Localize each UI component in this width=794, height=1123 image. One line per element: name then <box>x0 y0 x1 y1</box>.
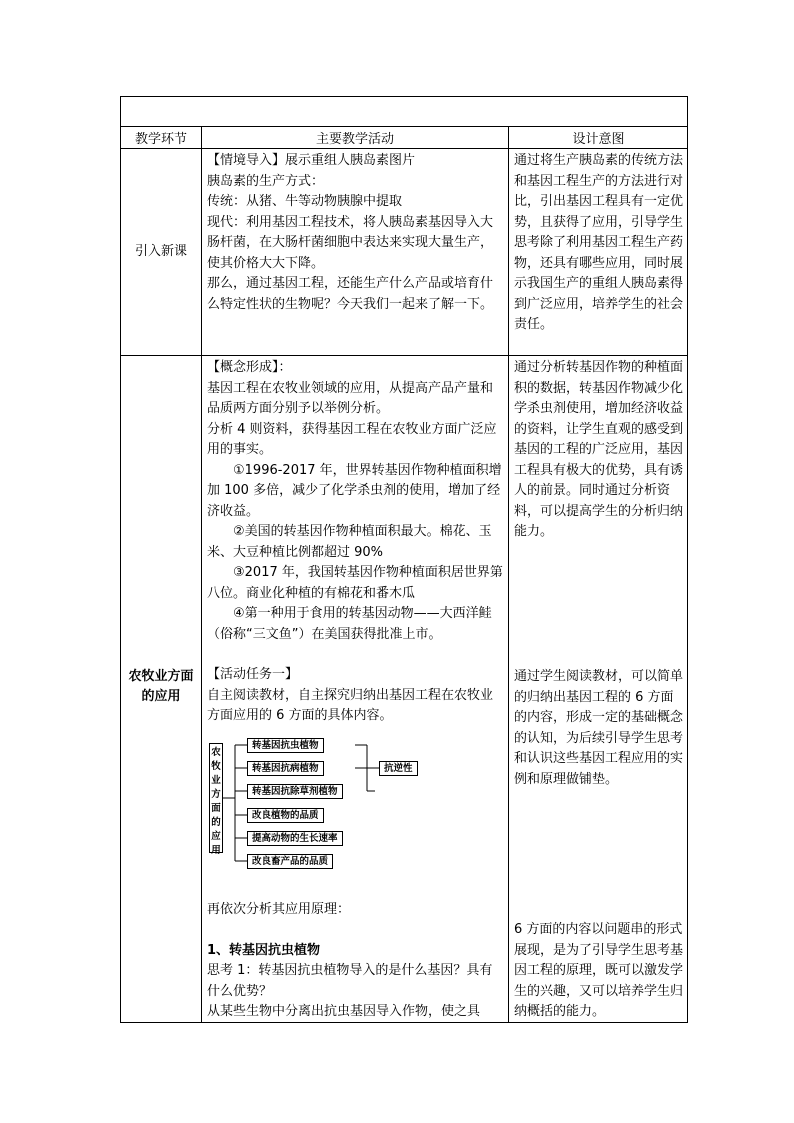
intent-reading: 通过学生阅读教材，可以简单的归纳出基因工程的 6 方面的内容，形成一定的基础概念的认知，为后续引导学生思考和认识这些基因工程应用的实例和原理做铺垫。 <box>514 669 684 787</box>
header-bottom-rule <box>121 148 687 149</box>
agriculture-activity <box>207 358 503 727</box>
lesson-plan-table <box>120 96 688 1023</box>
diagram-item: 提高动物的生长速率 <box>247 831 343 846</box>
col-divider-2 <box>508 126 509 1023</box>
col-divider-1 <box>201 126 202 1023</box>
concept-line: 分析 4 则资料，获得基因工程在农牧业方面广泛应用的事实。 <box>207 421 497 457</box>
diagram-item: 转基因抗虫植物 <box>247 738 324 753</box>
header-intent: 设计意图 <box>572 131 625 147</box>
header-activity: 主要教学活动 <box>315 131 394 147</box>
material-item: ④第一种用于食用的转基因动物——大西洋鲑（俗称“三文鱼”）在美国获得批准上市。 <box>207 606 492 642</box>
task-title: 【活动任务一】 <box>207 667 299 682</box>
material-item: ③2017 年，我国转基因作物种植面积居世界第八位。商业化种植的有棉花和番木瓜 <box>207 565 503 601</box>
intro-line: 【情境导入】展示重组人胰岛素图片 <box>207 153 416 168</box>
concept-title: 【概念形成】： <box>207 360 292 375</box>
row-divider <box>121 355 687 356</box>
header-stage: 教学环节 <box>134 131 187 147</box>
task-text: 自主阅读教材，自主探究归纳出基因工程在农牧业方面应用的 6 方面的具体内容。 <box>207 687 494 723</box>
material-item: ①1996-2017 年，世界转基因作物种植面积增加 100 多倍，减少了化学杀虫剂的使用，增加了经济收益。 <box>207 462 502 519</box>
diagram-connectors <box>209 733 429 873</box>
diagram-group-label: 抗逆性 <box>379 761 418 776</box>
question-1: 思考 1：转基因抗虫植物导入的是什么基因？具有什么优势？ <box>207 963 493 999</box>
intro-activity <box>207 151 503 315</box>
stage-agriculture: 农牧业方面的应用 <box>128 669 194 704</box>
stage-intro: 引入新课 <box>134 244 187 259</box>
intro-intent: 通过将生产胰岛素的传统方法和基因工程生产的方法进行对比，引出基因工程具有一定优势，且获得了应用，引导学生思考除了利用基因工程生产药物，还具有哪些应用，同时展示我国生产的重组人胰岛素得到广泛应用，培养学生的社会责任。 <box>514 153 684 332</box>
material-item: ②美国的转基因作物种植面积最大。棉花、玉米、大豆种植比例都超过 90% <box>207 524 492 560</box>
application-diagram <box>209 733 429 873</box>
intent-materials: 通过分析转基因作物的种植面积的数据，转基因作物减少化学杀虫剂使用，增加经济收益的资料，让学生直观的感受到基因的工程的广泛应用，基因工程具有极大的优势，具有诱人的前景。同时通过分析资料，可以提高学生的分析归纳能力。 <box>514 360 684 539</box>
diagram-item: 改良畜产品的品质 <box>247 854 333 869</box>
intent-questions: 6 方面的内容以问题串的形式展现，是为了引导学生思考基因工程的原理，既可以激发学生的兴趣，又可以培养学生归纳概括的能力。 <box>514 922 684 1019</box>
intro-line: 胰岛素的生产方式： <box>207 173 325 189</box>
concept-line: 基因工程在农牧业领域的应用，从提高产品产量和品质两方面分别予以举例分析。 <box>207 380 494 416</box>
answer-1: 从某些生物中分离出抗虫基因导入作物，使之具 <box>207 1004 481 1019</box>
diagram-item: 转基因抗病植物 <box>247 761 324 776</box>
intro-line: 现代：利用基因工程技术，将人胰岛素基因导入大肠杆菌，在大肠杆菌细胞中表达来实现大量生产，使其价格大大下降。 <box>207 214 494 271</box>
principle-section <box>207 900 503 1023</box>
diagram-item: 转基因抗除草剂植物 <box>247 784 343 799</box>
section-title: 1、转基因抗虫植物 <box>207 942 321 958</box>
diagram-item: 改良植物的品质 <box>247 808 324 823</box>
intro-line: 传统：从猪、牛等动物胰腺中提取 <box>207 194 403 209</box>
diagram-root: 农牧业方面的应用 <box>209 743 223 853</box>
analysis-intro: 再依次分析其应用原理： <box>207 902 351 917</box>
intro-line: 那么，通过基因工程，还能生产什么产品或培育什么特定性状的生物呢？今天我们一起来了解一下。 <box>207 276 494 312</box>
